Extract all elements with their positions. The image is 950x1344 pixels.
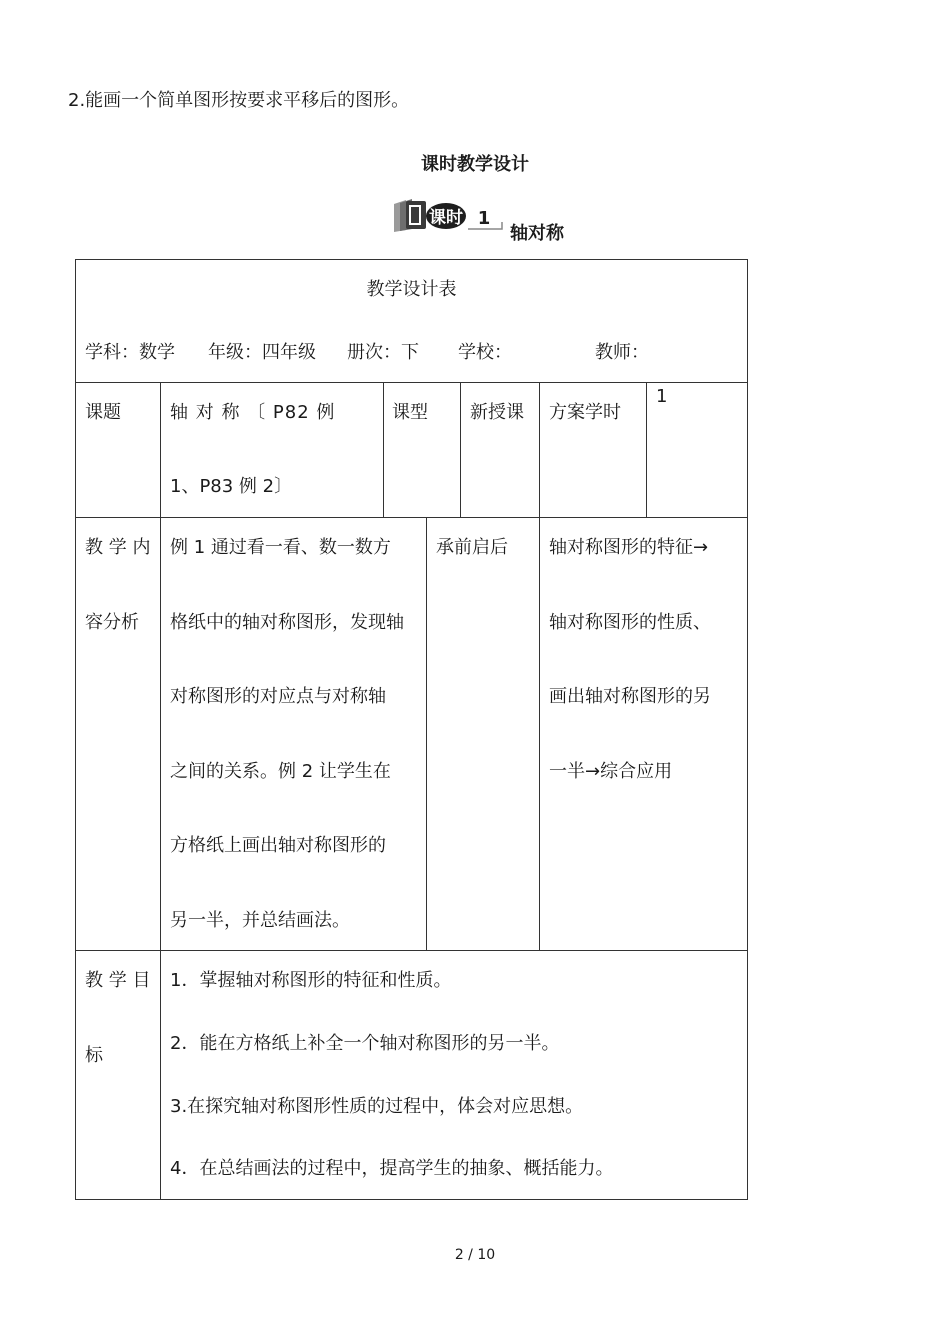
hours-value: 1 (656, 386, 668, 407)
link-line: 轴对称图形的性质、 (549, 612, 711, 633)
goal-item: 3.在探究轴对称图形性质的过程中，体会对应思想。 (170, 1096, 584, 1117)
content-line: 另一半，并总结画法。 (170, 910, 350, 931)
type-label: 课型 (392, 402, 428, 423)
page-number: 2 / 10 (454, 1247, 496, 1263)
lesson-badge-text: 课时 (429, 208, 463, 228)
topic-label: 课题 (85, 402, 121, 423)
content-label-line2: 容分析 (85, 612, 139, 633)
content-label-line1: 教 学 内 (85, 537, 151, 558)
section-heading: 课时教学设计 (421, 154, 529, 175)
meta-subject: 学科：数学 (85, 342, 175, 363)
intro-text: 2.能画一个简单图形按要求平移后的图形。 (68, 90, 410, 111)
link-label: 承前启后 (436, 537, 508, 558)
content-line: 对称图形的对应点与对称轴 (170, 686, 386, 707)
content-line: 方格纸上画出轴对称图形的 (170, 835, 386, 856)
content-line: 之间的关系。例 2 让学生在 (170, 761, 391, 782)
link-line: 轴对称图形的特征→ (549, 537, 709, 558)
meta-teacher: 教师： (595, 342, 649, 363)
goal-item: 1．掌握轴对称图形的特征和性质。 (170, 970, 452, 991)
goals-label-line2: 标 (85, 1045, 103, 1066)
link-line: 一半→综合应用 (549, 761, 673, 782)
content-line: 格纸中的轴对称图形，发现轴 (170, 612, 404, 633)
topic-value-line1: 轴 对 称 〔 P82 例 (170, 402, 336, 423)
lesson-badge-icon (392, 198, 504, 234)
hours-label: 方案学时 (549, 402, 621, 423)
type-value: 新授课 (470, 402, 524, 423)
meta-grade: 年级：四年级 (208, 342, 316, 363)
lesson-badge-number: 1 (477, 208, 491, 229)
lesson-title: 轴对称 (510, 223, 564, 244)
table-title: 教学设计表 (366, 279, 457, 300)
content-line: 例 1 通过看一看、数一数方 (170, 537, 391, 558)
goal-item: 4．在总结画法的过程中，提高学生的抽象、概括能力。 (170, 1158, 614, 1179)
goals-label-line1: 教 学 目 (85, 970, 151, 991)
link-line: 画出轴对称图形的另 (549, 686, 711, 707)
meta-volume: 册次：下 (347, 342, 419, 363)
meta-school: 学校： (458, 342, 512, 363)
topic-value-line2: 1、P83 例 2〕 (170, 476, 293, 497)
goal-item: 2．能在方格纸上补全一个轴对称图形的另一半。 (170, 1033, 560, 1054)
